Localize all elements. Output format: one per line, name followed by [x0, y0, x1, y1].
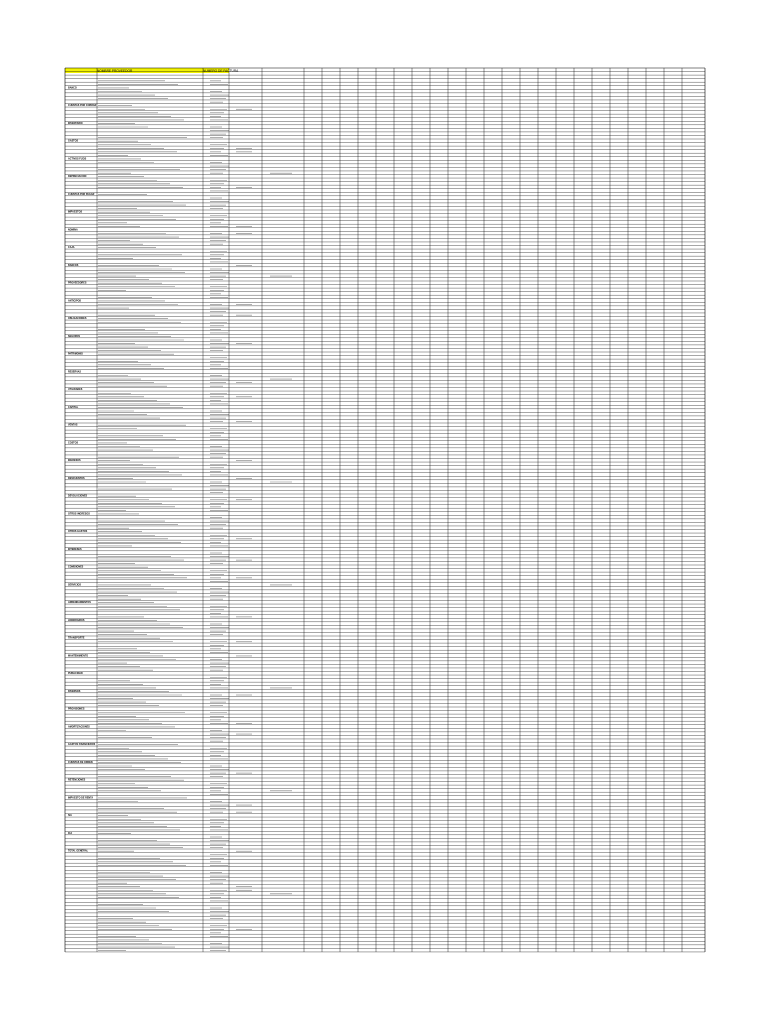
section-label: PROVISIONES [68, 707, 85, 711]
section-label: DEPRECIACION [68, 175, 87, 179]
section-label: INGRESOS [68, 459, 81, 463]
section-label: DEVOLUCIONES [68, 494, 88, 498]
section-label: OTROS INGRESOS [68, 512, 90, 516]
section-label: TOTAL GENERAL [68, 849, 89, 853]
section-label: HONORARIOS [68, 618, 85, 622]
section-label: ICA [68, 831, 73, 835]
section-label: UTILIDADES [68, 388, 83, 392]
section-label: GASTOS [68, 139, 79, 143]
section-label: DESCUENTOS [68, 476, 85, 480]
section-label: ANTICIPOS [68, 299, 82, 303]
section-label: PROVEEDORES [68, 281, 87, 285]
section-label: SEGUROS [68, 334, 80, 338]
section-label: SERVICIOS [68, 583, 81, 587]
section-label: CUENTAS POR PAGAR [68, 192, 95, 196]
section-label: IMPUESTOS [68, 210, 83, 214]
section-label: MANTENIMIENTO [68, 654, 89, 658]
section-label: COMISIONES [68, 565, 84, 569]
section-label: BANCO [68, 86, 77, 90]
section-label: INVENTARIO [68, 121, 83, 125]
cell-text-marks [98, 81, 292, 951]
section-label: ARRENDAMIENTOS [68, 601, 91, 605]
header-col-b: NOMBRE PROVEEDOR [97, 69, 133, 73]
section-label: RESERVAS [68, 370, 81, 374]
section-label: ACTIVOS FIJOS [68, 157, 87, 161]
section-label: INTERESES [68, 547, 82, 551]
section-label: CAJA [68, 246, 75, 250]
section-label: PUBLICIDAD [68, 672, 83, 676]
section-label: GASTOS FINANCIEROS [68, 743, 96, 747]
section-label: NOMINA [68, 228, 78, 232]
section-label: CUENTAS POR COBRAR [68, 104, 97, 108]
section-label: CUENTAS DE ORDEN [68, 760, 93, 764]
section-label: RETENCIONES [68, 778, 86, 782]
section-label: OTROS GASTOS [68, 530, 88, 534]
section-label: AMORTIZACIONES [68, 725, 90, 729]
header-col-c: NUMERO DE FACTURA [203, 69, 239, 73]
section-label: BANCOS [68, 263, 79, 267]
section-label: TRANSPORTE [68, 636, 85, 640]
section-label: IVA [68, 814, 72, 818]
section-labels [68, 86, 97, 852]
section-label: CAPITAL [68, 405, 79, 409]
header-row [65, 68, 239, 73]
section-label: COSTOS [68, 441, 79, 445]
section-label: IMPUESTO DE RENTA [68, 796, 94, 800]
section-label: DIVERSOS [68, 689, 81, 693]
grid [65, 68, 705, 952]
section-label: OBLIGACIONES [68, 317, 87, 321]
section-label: VENTAS [68, 423, 78, 427]
section-label: PATRIMONIO [68, 352, 83, 356]
